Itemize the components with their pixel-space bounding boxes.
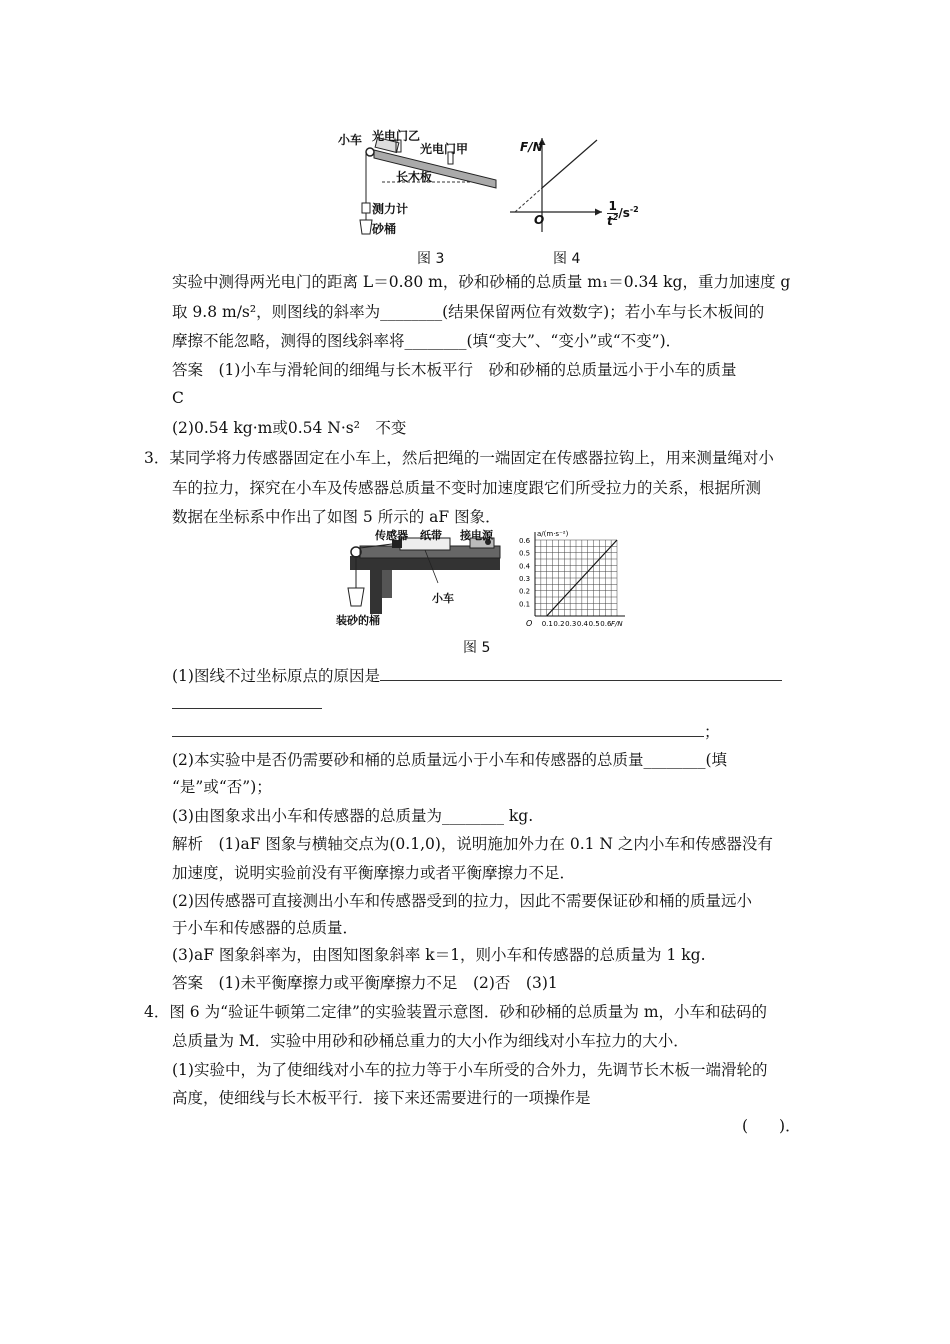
q3-analysis3: (2)因传感器可直接测出小车和传感器受到的拉力，因此不需要保证砂和桶的质量远小 — [172, 892, 752, 910]
q3-analysis4: 于小车和传感器的总质量． — [172, 919, 359, 937]
p2-line3: 摩擦不能忽略，测得的图线斜率将________(填“变大”、“变小”或“不变”)． — [172, 332, 682, 350]
fig5-sensor-label: 传感器 — [375, 529, 408, 542]
fig4-x-label — [607, 200, 639, 227]
q3-sub1-blank-line3[interactable] — [172, 722, 720, 742]
fig3-gate-b-label: 光电门乙 — [372, 129, 421, 143]
p2-answer2: C — [172, 389, 184, 407]
q3-sub1: (1)图线不过坐标原点的原因是 — [172, 666, 782, 686]
fig4-origin: O — [534, 213, 545, 227]
q3-sub1-end: ； — [704, 723, 720, 741]
y-tick-label: 0.4 — [519, 562, 531, 571]
fig3-car-label: 小车 — [338, 133, 363, 147]
fig4-y-label: F/N — [520, 140, 543, 154]
q3-sub2a: (2)本实验中是否仍需要砂和桶的总质量远小于小车和传感器的总质量________(填 — [172, 751, 728, 769]
y-tick-label: 0.1 — [519, 600, 531, 609]
x-tick-label: 0.6 — [600, 620, 612, 628]
p2-line1: 实验中测得两光电门的距离 L＝0.80 m，砂和砂桶的总质量 m₁＝0.34 kg，重力加速度 g — [172, 273, 791, 291]
fig4-x-num: 1 — [608, 199, 617, 213]
fig4-caption: 图 4 — [553, 251, 581, 267]
q4-line1: 4．图 6 为“验证牛顿第二定律”的实验装置示意图．砂和砂桶的总质量为 m，小车和砝码的 — [144, 1003, 768, 1021]
fig3-bucket-label: 砂桶 — [372, 222, 397, 236]
p2-answer3: (2)0.54 kg·m或0.54 N·s² 不变 — [172, 419, 407, 437]
q3-sub1-blank[interactable] — [380, 666, 782, 681]
fig5-tape-label: 纸带 — [420, 529, 442, 542]
q3-sub3: (3)由图象求出小车和传感器的总质量为________ kg. — [172, 807, 534, 825]
y-axis-label: a/(m·s⁻²) — [537, 530, 569, 538]
fig5-bucket-label: 装砂的桶 — [336, 614, 380, 627]
fig3-board-label: 长木板 — [396, 170, 433, 184]
q4-line2: 总质量为 M．实验中用砂和砂桶总重力的大小作为细线对小车拉力的大小． — [172, 1032, 689, 1050]
q3-sub1-blank-line2[interactable] — [172, 694, 322, 714]
fig3-gate-a-label: 光电门甲 — [420, 142, 469, 156]
fig4-x-unit-exp: -2 — [629, 205, 639, 214]
x-tick-label: 0.5 — [588, 620, 600, 628]
q3-answer: 答案 (1)未平衡摩擦力或平衡摩擦力不足 (2)否 (3)1 — [172, 974, 558, 992]
fig3-caption: 图 3 — [417, 251, 445, 267]
fig5-caption: 图 5 — [463, 640, 491, 656]
x-axis-label: F/N — [611, 620, 623, 628]
q3-line3: 数据在坐标系中作出了如图 5 所示的 aF 图象． — [172, 508, 501, 526]
y-tick-label: 0.6 — [519, 537, 531, 545]
q3-line1: 3．某同学将力传感器固定在小车上，然后把绳的一端固定在传感器拉钩上，用来测量绳对小 — [144, 449, 774, 467]
origin-label: O — [526, 619, 533, 628]
x-tick-label: 0.3 — [565, 620, 577, 628]
q3-analysis2: 加速度，说明实验前没有平衡摩擦力或者平衡摩擦力不足． — [172, 864, 576, 882]
fig5-power-label: 接电源 — [460, 529, 493, 542]
y-tick-label: 0.5 — [519, 549, 531, 558]
q4-answer-bracket[interactable]: ( )． — [742, 1117, 801, 1135]
fig4-x-unit: /s — [618, 206, 630, 220]
x-tick-label: 0.1 — [541, 620, 553, 628]
x-tick-label: 0.4 — [576, 620, 588, 628]
fig3-meter-label: 测力计 — [372, 202, 409, 216]
q3-sub2b: “是”或“否”)； — [172, 778, 272, 796]
fig5-car-label: 小车 — [432, 592, 454, 605]
fig4-x-den: $t^2$ — [607, 213, 619, 228]
y-tick-label: 0.2 — [519, 587, 531, 596]
figure-5-chart — [505, 528, 635, 632]
y-tick-label: 0.3 — [519, 575, 531, 583]
p2-answer1: 答案 (1)小车与滑轮间的细绳与长木板平行 砂和砂桶的总质量远小于小车的质量 — [172, 361, 737, 379]
q3-analysis1: 解析 (1)aF 图象与横轴交点为(0.1,0)，说明施加外力在 0.1 N 之内小车和传感器没有 — [172, 835, 773, 853]
q3-analysis5: (3)aF 图象斜率为，由图知图象斜率 k＝1，则小车和传感器的总质量为 1 kg. — [172, 946, 706, 964]
q4-line3: (1)实验中，为了使细线对小车的拉力等于小车所受的合外力，先调节长木板一端滑轮的 — [172, 1061, 768, 1079]
p2-line2: 取 9.8 m/s²，则图线的斜率为________(结果保留两位有效数字)；若小车与长木板间的 — [172, 303, 765, 321]
q4-line4: 高度，使细线与长木板平行．接下来还需要进行的一项操作是 — [172, 1089, 591, 1107]
q3-line2: 车的拉力，探究在小车及传感器总质量不变时加速度跟它们所受拉力的关系，根据所测 — [172, 479, 762, 497]
x-tick-label: 0.2 — [553, 620, 565, 628]
